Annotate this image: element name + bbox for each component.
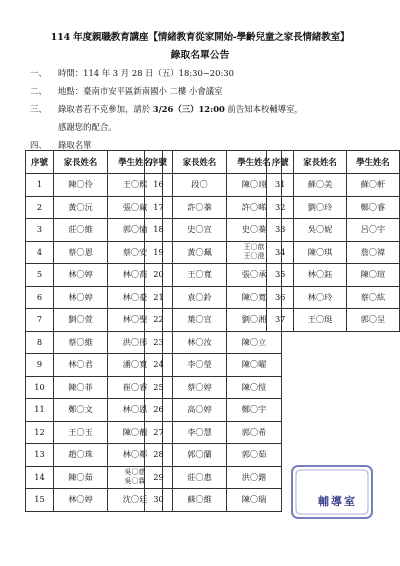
cell-parent: 王〇寬 [173,264,227,287]
cell-student: 陳〇瑄 [346,264,399,287]
info-text: 地點：臺南市安平區新南國小 二樓 小會議室 [58,86,223,96]
cell-parent: 劉〇玲 [294,196,346,219]
cell-parent: 蘇〇美 [294,174,346,197]
cell-seq: 22 [145,309,173,332]
cell-parent: 林〇婷 [54,489,108,512]
table-row [26,286,163,309]
table-header-row [267,151,400,174]
cell-parent: 趙〇珠 [54,444,108,467]
cell-student: 陳〇翊 [227,174,282,197]
cell-parent: 黃〇沅 [54,196,108,219]
info-number: 四、 [30,140,47,150]
table-row [26,444,163,467]
table-row [145,466,282,489]
cell-parent: 葉〇宣 [173,309,227,332]
cell-student: 林〇聖 [108,309,163,332]
table-row [145,489,282,512]
cell-seq: 18 [145,219,173,242]
cell-student: 郭〇茹 [227,444,282,467]
table-row [145,376,282,399]
document-title: 114 年度親職教育講座【情緒教育從家開始-學齡兒童之家長情緒教室】 [50,32,350,43]
cell-parent: 林〇鈺 [294,264,346,287]
table-row [145,331,282,354]
cell-parent: 史〇宣 [173,219,227,242]
cell-parent: 王〇珽 [294,309,346,332]
cell-parent: 陳〇茹 [54,466,108,489]
table-row [26,174,163,197]
stamp-label: 輔導室 [318,495,357,508]
cell-student: 郭〇希 [227,421,282,444]
table-row [26,354,163,377]
cell-parent: 陳〇菲 [54,376,108,399]
info-item-location [30,85,222,97]
roster-table-2 [144,150,282,512]
cell-seq: 24 [145,354,173,377]
table-header-row [26,151,163,174]
cell-student: 陳〇愷 [227,376,282,399]
info-text: 時間：114 年 3 月 28 日（五）18:30~20:30 [58,68,234,78]
cell-seq: 32 [267,196,294,219]
cell-parent: 蔡〇維 [54,331,108,354]
cell-parent: 鄭〇文 [54,399,108,422]
info-number: 二、 [30,86,47,96]
cell-seq: 34 [267,241,294,264]
cell-parent: 李〇瑩 [173,354,227,377]
cell-seq: 5 [26,264,54,287]
roster-table-1 [25,150,163,512]
cell-student: 史〇蓁 [227,219,282,242]
table-row [26,309,163,332]
header-student: 學生姓名 [108,151,163,174]
table-row [145,421,282,444]
cell-student: 林〇恩 [108,399,163,422]
cell-parent: 陳〇琪 [294,241,346,264]
cell-seq: 2 [26,196,54,219]
table-row [26,466,163,489]
cell-seq: 4 [26,241,54,264]
cell-parent: 黃〇珮 [173,241,227,264]
cell-parent: 李〇慧 [173,421,227,444]
info-text: 錄取名單 [58,140,92,150]
table-row [267,309,400,332]
cell-parent: 吳〇妮 [294,219,346,242]
cell-seq: 21 [145,286,173,309]
table-row [145,309,282,332]
cell-seq: 1 [26,174,54,197]
cell-seq: 15 [26,489,54,512]
header-parent: 家長姓名 [173,151,227,174]
info-item-time [30,67,234,79]
cell-seq: 8 [26,331,54,354]
table-row [26,241,163,264]
cell-seq: 31 [267,174,294,197]
cell-parent: 林〇君 [54,354,108,377]
cell-parent: 林〇婷 [54,286,108,309]
cell-parent: 林〇婷 [54,264,108,287]
cell-student: 劉〇湘 [227,309,282,332]
info-text-prefix: 錄取者若不克參加，請於 [58,104,153,114]
table-row [26,331,163,354]
cell-student: 洪〇鍇 [227,466,282,489]
cell-seq: 29 [145,466,173,489]
cell-student: 郭〇呈 [346,309,399,332]
cell-student: 詹〇禕 [346,241,399,264]
cell-student: 蘇〇軒 [346,174,399,197]
header-student: 學生姓名 [346,151,399,174]
cell-parent: 劉〇萱 [54,309,108,332]
table-row [26,264,163,287]
cell-student: 蔡〇紘 [346,286,399,309]
cell-student: 呂〇宇 [346,219,399,242]
cell-seq: 35 [267,264,294,287]
cell-parent: 王〇玉 [54,421,108,444]
header-seq: 序號 [267,151,294,174]
table-row [267,174,400,197]
table-row [145,174,282,197]
cell-seq: 12 [26,421,54,444]
header-student: 學生姓名 [227,151,282,174]
table-header-row [145,151,282,174]
table-row [267,241,400,264]
table-row [145,219,282,242]
cell-student: 王〇歆 王〇澄 [227,241,282,264]
table-row [26,219,163,242]
header-parent: 家長姓名 [294,151,346,174]
cell-seq: 20 [145,264,173,287]
table-row [26,421,163,444]
table-row [267,219,400,242]
cell-student: 潘〇寬 [108,354,163,377]
cell-seq: 36 [267,286,294,309]
cell-seq: 37 [267,309,294,332]
cell-seq: 28 [145,444,173,467]
cell-seq: 14 [26,466,54,489]
table-row [267,264,400,287]
cell-parent: 蘇〇維 [173,489,227,512]
cell-seq: 13 [26,444,54,467]
table-row [26,196,163,219]
table-row [145,264,282,287]
cell-parent: 高〇婷 [173,399,227,422]
cell-student: 洪〇彤 [108,331,163,354]
cell-student: 崔〇睿 [108,376,163,399]
office-stamp [286,463,376,521]
cell-student: 陳〇寬 [227,286,282,309]
cell-student: 林〇鄰 [108,444,163,467]
cell-parent: 許〇蓁 [173,196,227,219]
info-item-notice-line2: 感謝您的配合。 [58,122,117,132]
cell-parent: 段〇 [173,174,227,197]
info-item-notice [30,103,303,115]
cell-parent: 莊〇惠 [173,466,227,489]
cell-student: 鄭〇睿 [346,196,399,219]
cell-student: 沈〇廷 [108,489,163,512]
info-deadline: 3/26（三）12:00 [152,104,225,114]
cell-parent: 蔡〇恩 [54,241,108,264]
table-row [145,241,282,264]
cell-seq: 7 [26,309,54,332]
cell-seq: 6 [26,286,54,309]
cell-seq: 33 [267,219,294,242]
cell-parent: 莊〇維 [54,219,108,242]
cell-student: 王〇熙 [108,174,163,197]
table-row [26,399,163,422]
table-row [145,286,282,309]
cell-student: 鄭〇宇 [227,399,282,422]
cell-seq: 10 [26,376,54,399]
cell-seq: 17 [145,196,173,219]
header-seq: 序號 [145,151,173,174]
cell-parent: 林〇汝 [173,331,227,354]
roster-table-3 [266,150,400,332]
cell-seq: 30 [145,489,173,512]
header-parent: 家長姓名 [54,151,108,174]
document-subtitle: 錄取名單公告 [170,50,230,61]
info-number: 三、 [30,104,47,114]
table-row [26,489,163,512]
cell-student: 張〇承 [227,264,282,287]
table-row [145,444,282,467]
cell-seq: 11 [26,399,54,422]
cell-seq: 16 [145,174,173,197]
table-row [26,376,163,399]
cell-student: 陳〇曜 [227,354,282,377]
table-row [145,399,282,422]
cell-student: 林〇豪 [108,286,163,309]
cell-student: 陳〇靚 [108,421,163,444]
cell-parent: 林〇玲 [294,286,346,309]
table-row [267,196,400,219]
cell-parent: 陳〇伶 [54,174,108,197]
cell-student: 林〇喬 [108,264,163,287]
info-text-suffix: 前告知本校輔導室， [224,104,303,114]
info-number: 一、 [30,68,47,78]
cell-seq: 23 [145,331,173,354]
cell-student: 陳〇立 [227,331,282,354]
cell-seq: 26 [145,399,173,422]
cell-seq: 25 [145,376,173,399]
cell-parent: 袁〇鈴 [173,286,227,309]
table-row [145,354,282,377]
table-row [145,196,282,219]
header-seq: 序號 [26,151,54,174]
cell-student: 陳〇瑞 [227,489,282,512]
cell-parent: 蔡〇婷 [173,376,227,399]
cell-student: 郭〇愉 [108,219,163,242]
cell-seq: 19 [145,241,173,264]
cell-student: 蔡〇安 [108,241,163,264]
cell-student: 吳〇慈 吳〇霖 [108,466,163,489]
cell-student: 許〇晞 [227,196,282,219]
cell-parent: 郭〇蘭 [173,444,227,467]
cell-student: 張〇蕆 [108,196,163,219]
table-row [267,286,400,309]
cell-seq: 3 [26,219,54,242]
cell-seq: 9 [26,354,54,377]
cell-seq: 27 [145,421,173,444]
